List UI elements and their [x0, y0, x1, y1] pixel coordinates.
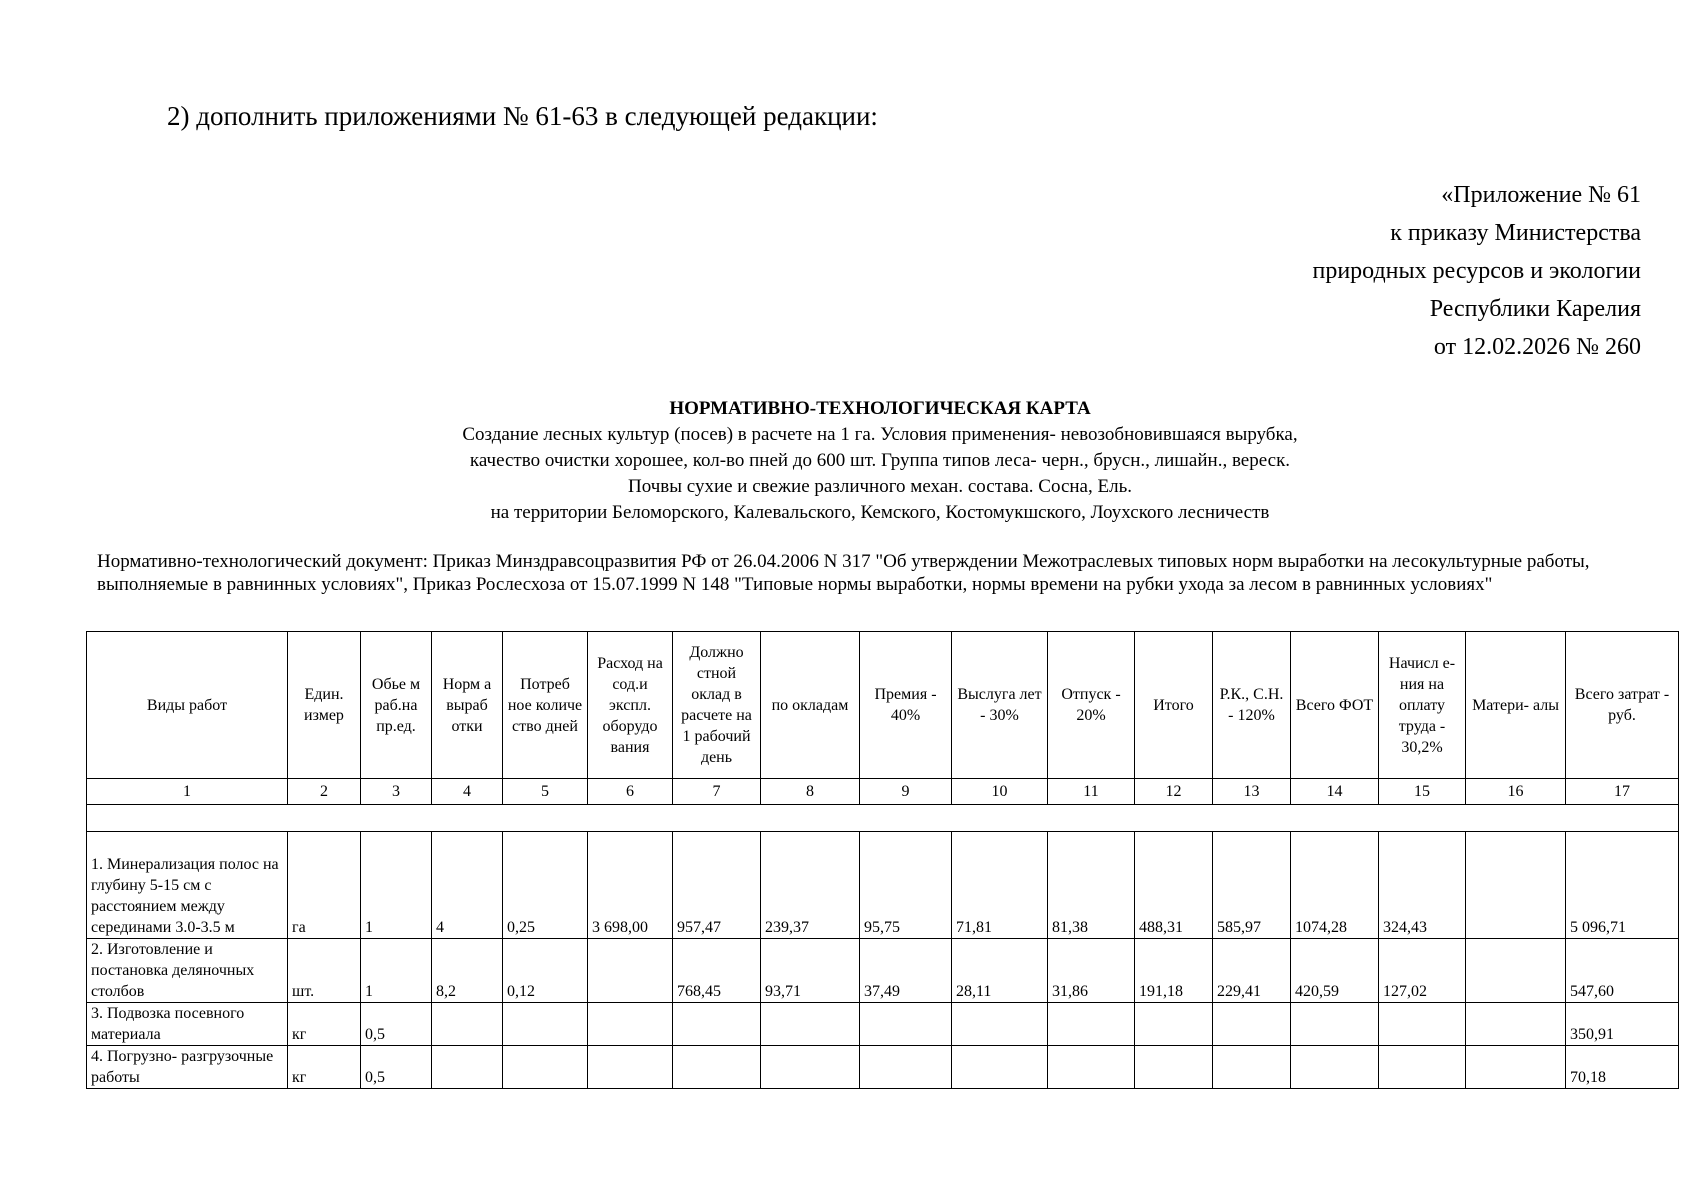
- column-number: 3: [361, 779, 432, 805]
- table-cell: [952, 1003, 1048, 1046]
- column-header: Всего затрат - руб.: [1566, 632, 1679, 779]
- table-cell: [1466, 1046, 1566, 1089]
- table-cell: [1466, 939, 1566, 1003]
- table-cell: 1: [361, 939, 432, 1003]
- table-row: [87, 1046, 1679, 1089]
- table-row: [87, 1003, 1679, 1046]
- table-cell: 70,18: [1566, 1046, 1679, 1089]
- table-cell: 191,18: [1135, 939, 1213, 1003]
- table-cell: 3 698,00: [588, 832, 673, 939]
- table-cell: га: [288, 832, 361, 939]
- approval-line: к приказу Министерства: [1390, 220, 1641, 246]
- table-cell: 0,12: [503, 939, 588, 1003]
- table-cell: 93,71: [761, 939, 860, 1003]
- table-cell: 81,38: [1048, 832, 1135, 939]
- table-cell: 420,59: [1291, 939, 1379, 1003]
- table-cell: 31,86: [1048, 939, 1135, 1003]
- table-cell: 324,43: [1379, 832, 1466, 939]
- table-cell: кг: [288, 1003, 361, 1046]
- column-number: 15: [1379, 779, 1466, 805]
- table-cell: 229,41: [1213, 939, 1291, 1003]
- table-header-row: [87, 632, 1679, 779]
- table-cell: [1213, 1046, 1291, 1089]
- approval-line: «Приложение № 61: [1441, 182, 1641, 208]
- column-number: 17: [1566, 779, 1679, 805]
- table-cell: [588, 1003, 673, 1046]
- table-cell: [432, 1046, 503, 1089]
- column-number: 2: [288, 779, 361, 805]
- table-cell: [761, 1046, 860, 1089]
- blank-cell: [87, 805, 1679, 832]
- column-number: 5: [503, 779, 588, 805]
- column-header: Обье м раб.на пр.ед.: [361, 632, 432, 779]
- table-cell: 1: [361, 832, 432, 939]
- column-number: 6: [588, 779, 673, 805]
- table-cell: 5 096,71: [1566, 832, 1679, 939]
- column-number: 12: [1135, 779, 1213, 805]
- table-cell: [1135, 1003, 1213, 1046]
- column-header: Выслуга лет - 30%: [952, 632, 1048, 779]
- table-cell: 488,31: [1135, 832, 1213, 939]
- column-number: 10: [952, 779, 1048, 805]
- column-header: Р.К., С.Н. - 120%: [1213, 632, 1291, 779]
- table-cell: [1291, 1003, 1379, 1046]
- table-cell: [1379, 1003, 1466, 1046]
- table-cell: [860, 1003, 952, 1046]
- blank-row: [87, 805, 1679, 832]
- column-number: 11: [1048, 779, 1135, 805]
- table-cell: [588, 1046, 673, 1089]
- table-cell: 0,5: [361, 1003, 432, 1046]
- column-number-row: [87, 779, 1679, 805]
- column-header: Премия - 40%: [860, 632, 952, 779]
- column-header: Потреб ное количе ство дней: [503, 632, 588, 779]
- table-cell: [1135, 1046, 1213, 1089]
- normative-document-text: Нормативно-технологический документ: Приказ Минздравсоцразвития РФ от 26.04.2006 N 317 "Об утверждении Межотраслевых типовых норм выработки на лесокультурные работы, выполняемые в равнинных условиях", Приказ Рослесхоза от 15.07.1999 N 148 "Типовые нормы выработки, нормы времени на рубки ухода за лесом в равнинных условиях": [97, 551, 1590, 595]
- column-number: 1: [87, 779, 288, 805]
- column-header: по окладам: [761, 632, 860, 779]
- table-cell: 28,11: [952, 939, 1048, 1003]
- column-header: Расход на сод.и экспл. оборудо вания: [588, 632, 673, 779]
- table-cell: 547,60: [1566, 939, 1679, 1003]
- table-cell: [503, 1046, 588, 1089]
- card-title: НОРМАТИВНО-ТЕХНОЛОГИЧЕСКАЯ КАРТА: [669, 398, 1091, 419]
- card-subtitle-line: Создание лесных культур (посев) в расчете на 1 га. Условия применения- невозобновившаяся вырубка,: [462, 424, 1298, 445]
- table-cell: [673, 1003, 761, 1046]
- table-cell: шт.: [288, 939, 361, 1003]
- column-header: Един. измер: [288, 632, 361, 779]
- table-cell: [673, 1046, 761, 1089]
- table-cell: [1379, 1046, 1466, 1089]
- column-number: 7: [673, 779, 761, 805]
- work-type-cell: 4. Погрузно- разгрузочные работы: [87, 1046, 288, 1089]
- table-cell: 37,49: [860, 939, 952, 1003]
- card-subtitle-line: Почвы сухие и свежие различного механ. состава. Сосна, Ель.: [627, 476, 1132, 497]
- column-header: Норм а выраб отки: [432, 632, 503, 779]
- table-cell: [761, 1003, 860, 1046]
- table-cell: [1466, 1003, 1566, 1046]
- table-cell: [1291, 1046, 1379, 1089]
- work-type-cell: 1. Минерализация полос на глубину 5-15 см с расстоянием между серединами 3.0-3.5 м: [87, 832, 288, 939]
- table-cell: [1048, 1046, 1135, 1089]
- table-cell: 95,75: [860, 832, 952, 939]
- table-cell: 0,5: [361, 1046, 432, 1089]
- table-cell: 0,25: [503, 832, 588, 939]
- approval-line: от 12.02.2026 № 260: [1433, 334, 1641, 360]
- column-number: 4: [432, 779, 503, 805]
- table-cell: [952, 1046, 1048, 1089]
- table-cell: [432, 1003, 503, 1046]
- approval-block: [1312, 176, 1641, 366]
- card-subtitle-line: на территории Беломорского, Калевальского, Кемского, Костомукшского, Лоухского лесничеств: [490, 502, 1270, 523]
- column-number: 13: [1213, 779, 1291, 805]
- work-type-cell: 2. Изготовление и постановка деляночных столбов: [87, 939, 288, 1003]
- table-cell: 8,2: [432, 939, 503, 1003]
- table-cell: 350,91: [1566, 1003, 1679, 1046]
- table-cell: 127,02: [1379, 939, 1466, 1003]
- technology-card-table: [86, 631, 1679, 1089]
- column-header: Начисл е-ния на оплату труда - 30,2%: [1379, 632, 1466, 779]
- table-cell: 71,81: [952, 832, 1048, 939]
- table-cell: 957,47: [673, 832, 761, 939]
- column-header: Должно стной оклад в расчете на 1 рабочий день: [673, 632, 761, 779]
- column-number: 14: [1291, 779, 1379, 805]
- table-cell: 1074,28: [1291, 832, 1379, 939]
- table-cell: кг: [288, 1046, 361, 1089]
- intro-line: 2) дополнить приложениями № 61-63 в следующей редакции:: [167, 101, 878, 131]
- column-header: Отпуск - 20%: [1048, 632, 1135, 779]
- table-cell: [1048, 1003, 1135, 1046]
- table-cell: [588, 939, 673, 1003]
- approval-line: природных ресурсов и экологии: [1312, 258, 1641, 284]
- table-cell: [1466, 832, 1566, 939]
- table-cell: 768,45: [673, 939, 761, 1003]
- table-cell: [1213, 1003, 1291, 1046]
- table-row: [87, 939, 1679, 1003]
- table-cell: [503, 1003, 588, 1046]
- column-number: 16: [1466, 779, 1566, 805]
- approval-line: Республики Карелия: [1429, 296, 1641, 322]
- table-cell: 585,97: [1213, 832, 1291, 939]
- card-subtitle-line: качество очистки хорошее, кол-во пней до 600 шт. Группа типов леса- черн., брусн., лишайн., вереск.: [469, 450, 1291, 471]
- column-number: 9: [860, 779, 952, 805]
- table-row: [87, 832, 1679, 939]
- column-header: Итого: [1135, 632, 1213, 779]
- column-number: 8: [761, 779, 860, 805]
- column-header: Всего ФОТ: [1291, 632, 1379, 779]
- table-cell: 4: [432, 832, 503, 939]
- card-heading: [0, 396, 1697, 526]
- table-cell: [860, 1046, 952, 1089]
- table-cell: 239,37: [761, 832, 860, 939]
- column-header: Матери- алы: [1466, 632, 1566, 779]
- column-header: Виды работ: [87, 632, 288, 779]
- work-type-cell: 3. Подвозка посевного материала: [87, 1003, 288, 1046]
